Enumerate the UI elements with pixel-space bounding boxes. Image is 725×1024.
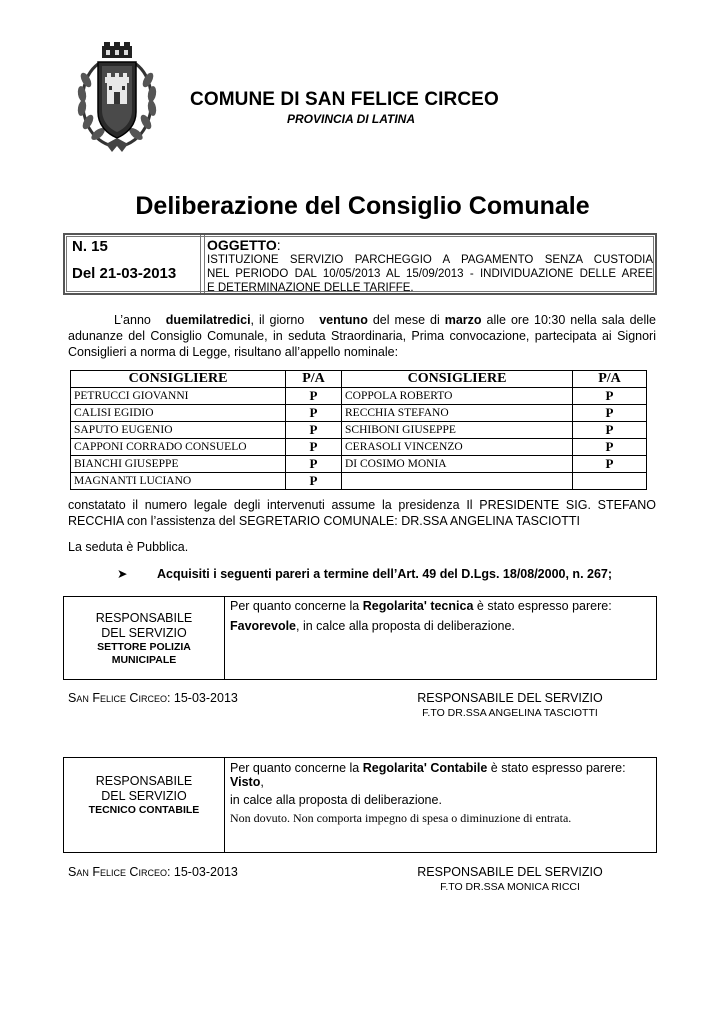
consigliere-name: CALISI EGIDIO [71,405,286,422]
table-row [71,456,647,473]
settore-label: TECNICO CONTABILE [88,804,200,816]
presence-value: P [286,405,342,422]
consigliere-name: PETRUCCI GIOVANNI [71,388,286,405]
delibera-number: N. 15 [72,238,108,255]
intro-part: del mese di [372,313,440,327]
parere-text: Per quanto concerne la [230,761,360,775]
presence-value [573,473,647,490]
constatato-paragraph: constatato il numero legale degli intervenuti assume la presidenza Il PRESIDENTE SIG. STEFANO RECCHIA con l’assistenza del SEGRETARIO COMUNALE: DR.SSA ANGELINA TASCIOTTI [68,498,656,528]
sign1-name: F.TO DR.SSA ANGELINA TASCIOTTI [422,707,598,719]
parere-text: è stato espresso parere: [490,761,626,775]
presence-value: P [286,388,342,405]
table-row [71,439,647,456]
consigliere-name: BIANCHI GIUSEPPE [71,456,286,473]
sign1-role: RESPONSABILE DEL SERVIZIO [417,691,603,705]
oggetto-label-text: OGGETTO [207,237,277,253]
intro-text [68,312,656,360]
seduta-text: La seduta è Pubblica. [68,540,189,554]
oggetto-line: E DETERMINAZIONE DELLE TARIFFE. [207,282,414,294]
sign2-block [390,865,630,893]
consigliere-name [342,473,573,490]
responsabile-label: RESPONSABILE DEL SERVIZIO [95,774,193,803]
sign1-place-date [68,691,238,705]
column-header: CONSIGLIERE [342,371,573,388]
intro-paragraph [68,312,656,360]
parere-text: , in calce alla proposta di deliberazione. [296,619,515,633]
sign2-role: RESPONSABILE DEL SERVIZIO [417,865,603,879]
parere-note: Non dovuto. Non comporta impegno di spesa o diminuzione di entrata. [230,811,572,825]
parere-type: Regolarita' tecnica [362,599,474,613]
parere-responsabile [64,597,225,679]
settore-label: SETTORE POLIZIA MUNICIPALE [97,641,191,666]
consigliere-name: RECCHIA STEFANO [342,405,573,422]
oggetto-text [207,253,653,295]
place-date-text: San Felice Circeo: 15-03-2013 [68,865,238,879]
oggetto-line: ISTITUZIONE SERVIZIO PARCHEGGIO A PAGAMENTO SENZA CUSTODIA [207,254,653,266]
delibera-date: Del 21-03-2013 [72,265,177,282]
consigliere-name: DI COSIMO MONIA [342,456,573,473]
presence-value: P [573,439,647,456]
column-header: P/A [286,371,342,388]
parere-line: Per quanto concerne la Regolarita' Contabile è stato espresso parere: Visto, [230,761,626,789]
intro-day: ventuno [319,313,368,327]
parere-text: è stato espresso parere: [476,599,612,613]
box-divider [200,235,205,293]
sign2-place-date [68,865,238,879]
sign1-block [390,691,630,719]
parere-responsabile [64,758,225,852]
presence-value: P [573,422,647,439]
intro-part: , il giorno [250,313,305,327]
presence-value: P [573,388,647,405]
intro-month: marzo [444,313,482,327]
parere-line [230,619,652,633]
parere-content [230,758,652,826]
table-row [71,422,647,439]
consigliere-name: COPPOLA ROBERTO [342,388,573,405]
responsabile-label: RESPONSABILE DEL SERVIZIO [95,611,193,640]
consigliere-name: SCHIBONI GIUSEPPE [342,422,573,439]
document-title: Deliberazione del Consiglio Comunale [135,192,590,220]
parere-line [230,599,652,613]
table-header-row [71,371,647,388]
provincia-name: PROVINCIA DI LATINA [287,112,415,126]
parere-esito: Visto [230,775,261,789]
place-date-text: San Felice Circeo: 15-03-2013 [68,691,238,705]
sign2-name: F.TO DR.SSA MONICA RICCI [440,881,580,893]
intro-part: L’anno [114,313,151,327]
intro-part: alle ore 10:30 nella sala delle adunanze del Consiglio Comunale, in seduta Straordinaria, Prima convocazione, partecipata ai Signori Consiglieri a norma di Legge, risultano all’appello nominale: [68,313,656,359]
attendance-table [70,370,647,490]
presence-value: P [286,439,342,456]
parere-line: in calce alla proposta di deliberazione. [230,793,442,807]
parere-contabile-box [63,757,657,853]
parere-esito: Favorevole [230,619,297,633]
presence-value: P [573,456,647,473]
comune-name: COMUNE DI SAN FELICE CIRCEO [190,89,499,110]
presence-value: P [573,405,647,422]
table-row [71,388,647,405]
parere-text: Per quanto concerne la [230,599,360,613]
oggetto-line: NEL PERIODO DAL 10/05/2013 AL 15/09/2013 - INDIVIDUAZIONE DELLE AREE [207,268,653,280]
consigliere-name: CAPPONI CORRADO CONSUELO [71,439,286,456]
acquisiti-text: Acquisiti i seguenti pareri a termine dell’Art. 49 del D.Lgs. 18/08/2000, n. 267; [157,567,613,581]
presence-value: P [286,456,342,473]
column-header: P/A [573,371,647,388]
table-row [71,405,647,422]
consigliere-name: SAPUTO EUGENIO [71,422,286,439]
parere-tecnico-box [63,596,657,680]
column-header: CONSIGLIERE [71,371,286,388]
consigliere-name: CERASOLI VINCENZO [342,439,573,456]
presence-value: P [286,422,342,439]
parere-content [230,597,652,633]
consigliere-name: MAGNANTI LUCIANO [71,473,286,490]
delibera-header-box [63,233,657,295]
intro-year: duemilatredici [165,313,251,327]
oggetto-label [207,237,281,253]
table-row [71,473,647,490]
coat-of-arms-icon [76,42,158,154]
oggetto-colon: : [276,237,281,253]
acquisiti-line [117,566,612,581]
parere-type: Regolarita' Contabile [362,761,488,775]
arrow-bullet-icon: ➤ [117,567,128,581]
presence-value: P [286,473,342,490]
